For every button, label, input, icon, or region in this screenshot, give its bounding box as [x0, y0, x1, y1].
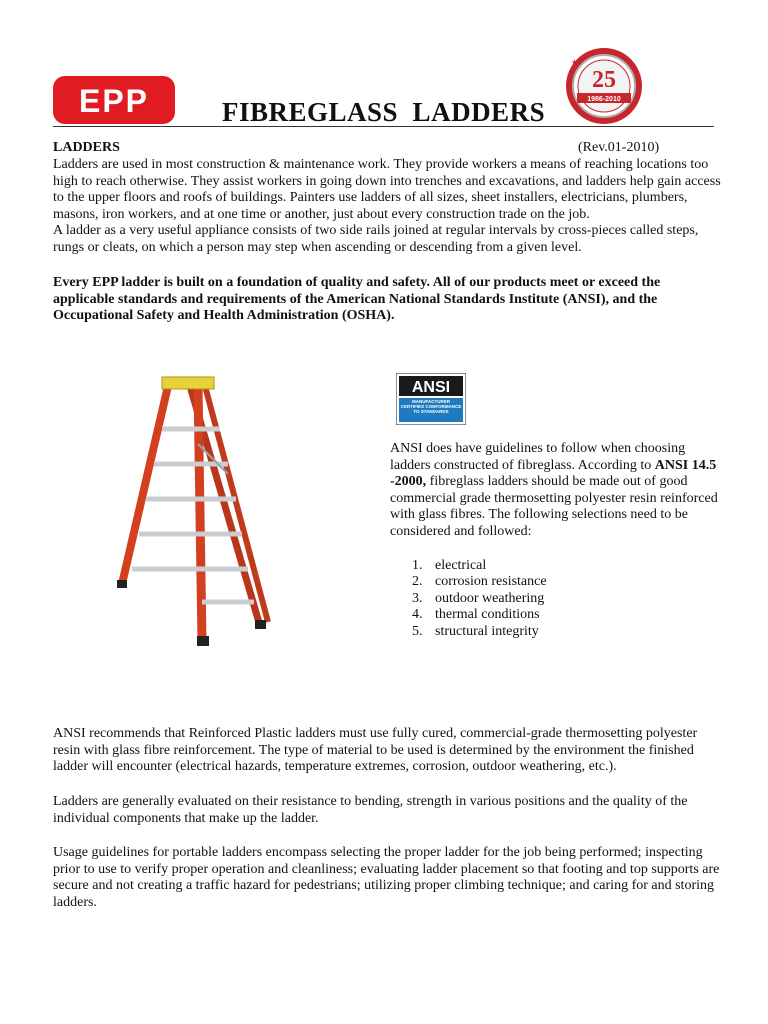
list-item: 3. outdoor weathering	[412, 590, 545, 606]
anniversary-seal	[563, 45, 645, 127]
seal-years: 1986-2010	[587, 96, 621, 103]
page-title: FIBREGLASS LADDERS	[222, 97, 546, 127]
logo-text: EPP	[78, 83, 150, 119]
list-item: 4. thermal conditions	[412, 607, 540, 623]
ansi-guidelines-text-b: fibreglass ladders should be made out of good commercial grade thermosetting polyester resin reinforced with glass fibres. The following selections need to be considered and followed:	[390, 474, 718, 539]
usage-paragraph: Usage guidelines for portable ladders encompass selecting the proper ladder for the job being performed; inspecting prior to use to verify proper operation and cleanliness; evaluating ladder placement so that footing and top supports are secure and not creating a traffic hazard for pedestrians; utilizing proper climbing technique; and caring for and storing ladders.	[53, 845, 720, 910]
header-divider	[53, 126, 714, 127]
ansi-standard-ref: ANSI 14.5 -2000,	[390, 457, 717, 490]
ladder-image	[110, 374, 280, 654]
seal-number: 25	[592, 67, 616, 93]
list-item: 1. electrical	[412, 558, 487, 573]
svg-text:★: ★	[571, 58, 579, 67]
intro-paragraph	[53, 157, 723, 257]
revision-label: (Rev.01-2010)	[578, 140, 660, 155]
quality-statement: Every EPP ladder is built on a foundation of quality and safety. All of our products meet or exceed the applicable standards and requirements of the American National Standards Institute (ANSI), and the Occupational Safety and Health Administration (OSHA).	[53, 275, 661, 324]
epp-logo	[53, 76, 175, 124]
svg-text:★: ★	[629, 62, 637, 71]
list-item: 5. structural integrity	[412, 623, 539, 639]
evaluation-paragraph: Ladders are generally evaluated on their resistance to bending, strength in various positions and the quality of the individual components that make up the ladder.	[53, 794, 688, 826]
ansi-guidelines-text-a: ANSI does have guidelines to follow when choosing ladders constructed of fibreglass. According to	[390, 441, 686, 473]
selection-list	[412, 558, 547, 640]
ansi-caption: MANUFACTURER CERTIFIES CONFORMANCE TO STANDARDS	[400, 399, 462, 414]
ansi-guidelines	[390, 441, 720, 541]
section-heading: LADDERS	[53, 140, 120, 155]
intro-text: Ladders are used in most construction & maintenance work. They provide workers a means of reaching locations too high to reach otherwise. They assist workers in going down into trenches and excavations, and ladders help gain access to the upper floors and roofs of buildings. Painters use ladders of all sizes, sheet installers, electricians, plumbers, masons, iron workers, and at one time or another, just about every construction trade on the job.	[53, 157, 721, 222]
recommendation-paragraph: ANSI recommends that Reinforced Plastic ladders must use fully cured, commercial-grade thermosetting polyester resin with glass fibre reinforcement. The type of material to be used is determined by the environment the finished ladder will encounter (electrical hazards, temperature extremes, corrosion, outdoor weathering, etc.).	[53, 726, 698, 775]
list-item: 2. corrosion resistance	[412, 574, 547, 590]
definition-text: A ladder as a very useful appliance consists of two side rails joined at regular intervals by cross-pieces called steps, rungs or cleats, on which a person may step when ascending or descending from a given level.	[53, 223, 699, 255]
ansi-badge	[396, 373, 466, 425]
ansi-label: ANSI	[411, 379, 451, 396]
